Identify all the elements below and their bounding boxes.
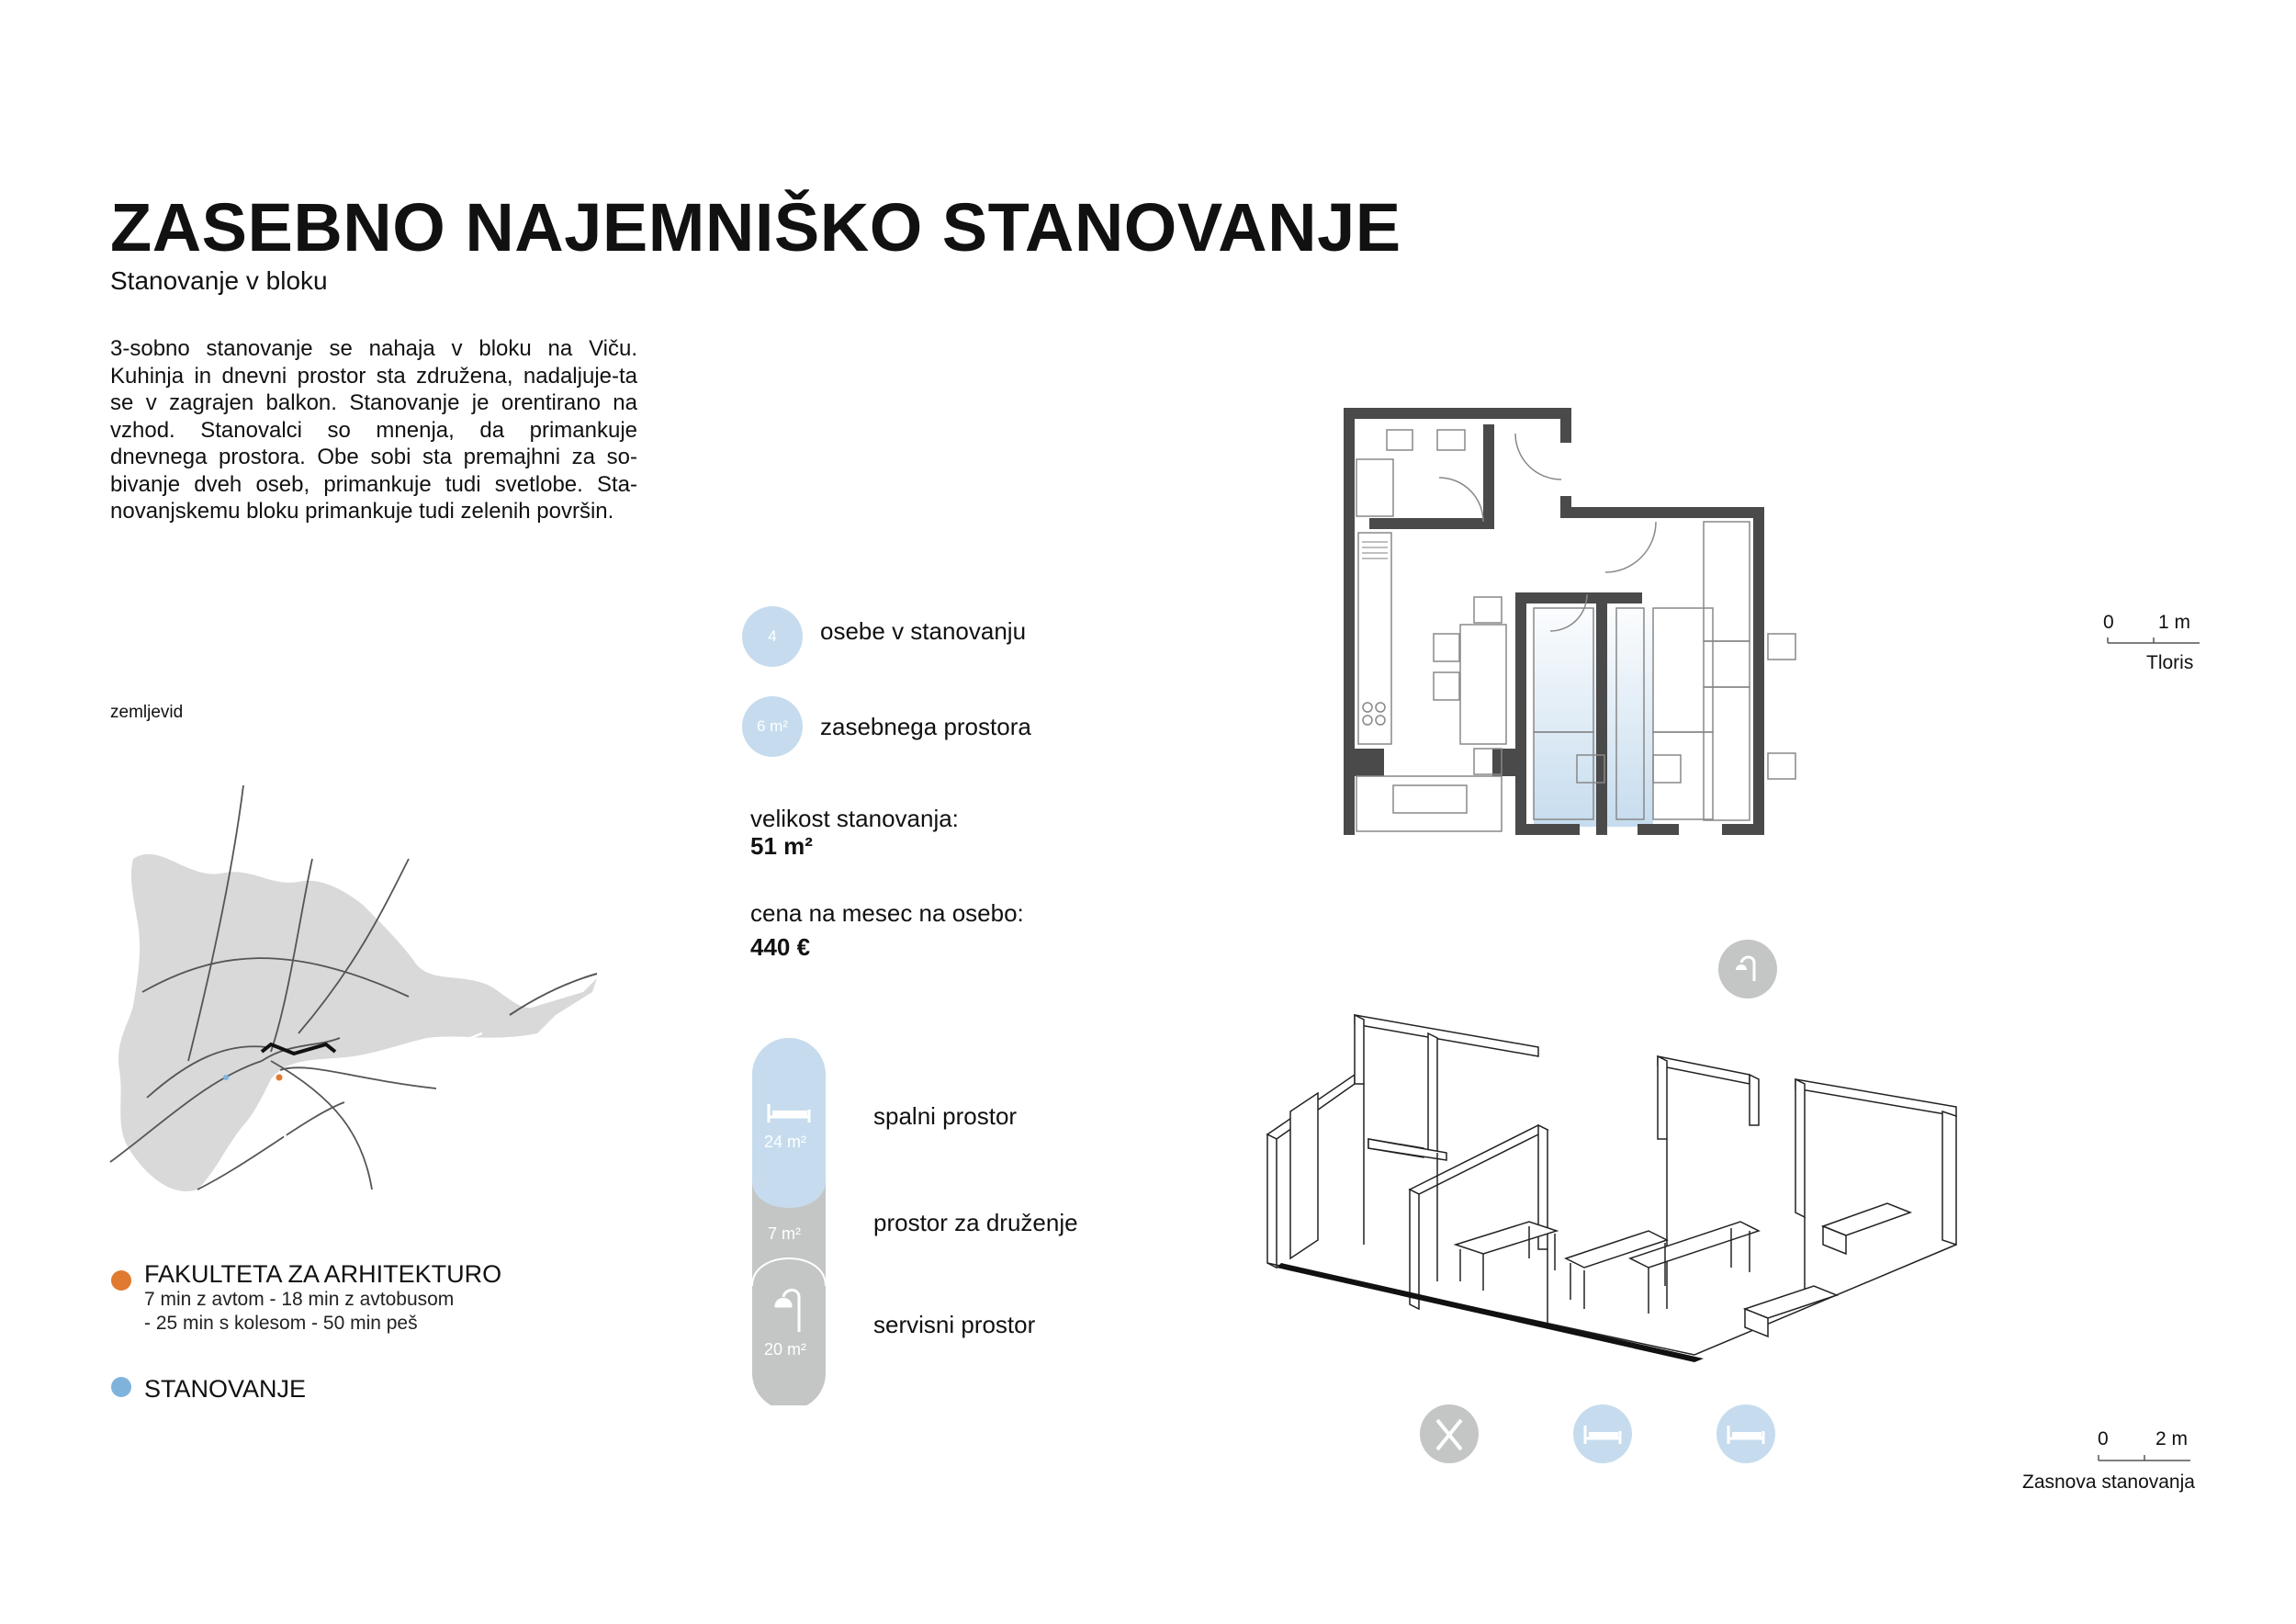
apartment-legend-title: STANOVANJE [144,1375,307,1403]
floorplan-caption: Tloris [2146,652,2194,673]
description-text: 3-sobno stanovanje se nahaja v bloku na Viču. Kuhinja in dnevni prostor sta združena, nadaljuje-ta se v zagrajen balkon. Stanovanje je orentirano na vzhod. Stanovalci so mnenja, da primankuje dnevnega prostora. Obe sobi sta premajhni za so-bivanje dveh oseb, primankuje tudi svetlobe. Sta-novanjskemu bloku primankuje tudi zelenih površin. [110,336,637,524]
private-space-circle: 6 m² [742,696,803,757]
page-title: ZASEBNO NAJEMNIŠKO STANOVANJE [110,189,1401,265]
price-value: 440 € [750,933,811,961]
bed-icon [1572,1404,1633,1464]
map-area [118,854,597,1191]
floor-plan [1336,404,1924,882]
faculty-legend-line1: 7 min z avtom - 18 min z avtobusom [144,1289,455,1310]
apartment-marker [223,1075,229,1080]
location-map [106,785,620,1217]
floorplan-scale-unit: 1 m [2158,612,2191,633]
page-subtitle: Stanovanje v bloku [110,266,328,295]
sleeping-label: spalni prostor [873,1102,1018,1130]
map-label: zemljevid [110,703,184,722]
service-area: 20 m² [764,1340,807,1359]
social-label: prostor za druženje [873,1209,1078,1236]
floorplan-scale-zero: 0 [2103,612,2114,633]
service-label: servisni prostor [873,1311,1036,1338]
axonometric-view [1263,978,1979,1373]
cutlery-icon [1419,1404,1480,1464]
axonometric-scale-zero: 0 [2098,1428,2109,1449]
size-label: velikost stanovanja: [750,805,959,832]
social-area: 7 m² [768,1224,801,1243]
faculty-marker [276,1075,283,1081]
faculty-legend-line2: - 25 min s kolesom - 50 min peš [144,1313,418,1334]
price-label: cena na mesec na osebo: [750,899,1024,927]
persons-circle: 4 [742,606,803,667]
bed-icon [1716,1404,1776,1464]
axonometric-scale-unit: 2 m [2155,1428,2189,1449]
size-value: 51 m² [750,832,813,860]
persons-label: osebe v stanovanju [820,617,1027,645]
faculty-legend-dot [111,1270,131,1291]
faculty-legend-title: FAKULTETA ZA ARHITEKTURO [144,1260,502,1288]
apartment-legend-dot [111,1377,131,1397]
lamp-icon [1717,939,1778,999]
axonometric-caption: Zasnova stanovanja [2022,1472,2195,1493]
sleeping-area: 24 m² [764,1133,807,1151]
private-space-label: zasebnega prostora [820,713,1031,740]
sleeping-segment [752,1038,826,1208]
